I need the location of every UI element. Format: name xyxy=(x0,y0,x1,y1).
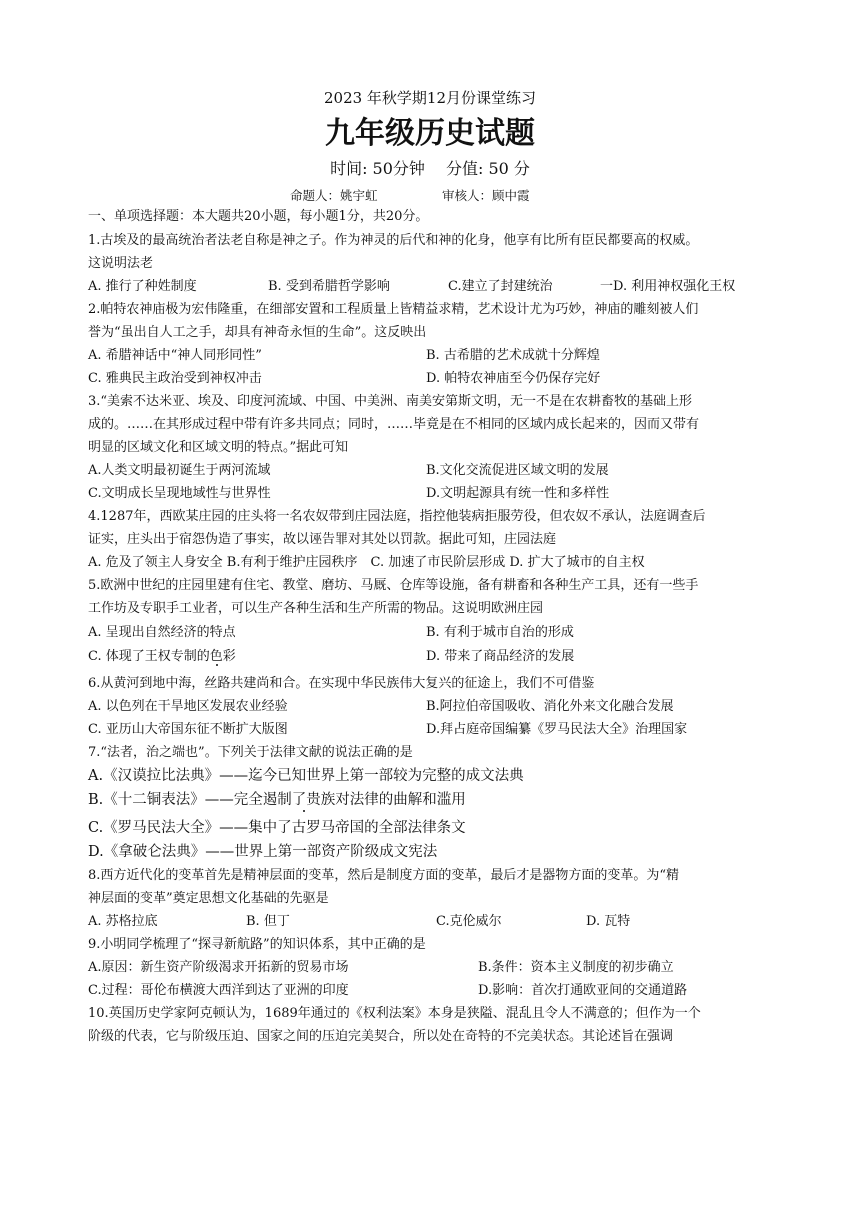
q7-stem-line1: 7.“法者，治之端也”。下列关于法律文献的说法正确的是 xyxy=(88,745,413,760)
q3-stem-line2: 成的。……在其形成过程中带有许多共同点；同时，……毕竟是在不相同的区域内成长起来的，因而又带有 xyxy=(88,417,700,432)
exam-term: 2023 年秋学期12月份课堂练习 xyxy=(323,89,537,107)
q3-option-b: B.文化交流促进区域文明的发展 xyxy=(426,463,609,478)
q8-option-d: D. 瓦特 xyxy=(586,914,631,929)
q2-option-c: C. 雅典民主政治受到神权冲击 xyxy=(88,371,262,386)
q4-stem-line1: 4.1287年，西欧某庄园的庄头将一名农奴带到庄园法庭，指控他装病拒服劳役，但农奴不承认，法庭调查后 xyxy=(88,509,706,524)
exam-time-info: 时间: 50分钟 分值: 50 分 xyxy=(330,159,530,178)
q6-option-c: C. 亚历山大帝国东征不断扩大版图 xyxy=(88,722,288,737)
q1-option-c: C.建立了封建统治 xyxy=(448,279,553,294)
q1-option-d: 一D. 利用神权强化王权 xyxy=(600,279,736,294)
q7-option-a: A.《汉谟拉比法典》——迄今已知世界上第一部较为完整的成文法典 xyxy=(88,768,524,784)
q5-option-a: A. 呈现出自然经济的特点 xyxy=(88,625,236,640)
exam-reviewer: 审核人：顾中霞 xyxy=(442,188,530,203)
q9-stem-line1: 9.小明同学梳理了“探寻新航路”的知识体系，其中正确的是 xyxy=(88,937,426,952)
q3-option-c: C.文明成长呈现地域性与世界性 xyxy=(88,486,271,501)
q9-option-a: A.原因：新生资产阶级渴求开拓新的贸易市场 xyxy=(88,960,349,975)
q5-option-b: B. 有利于城市自治的形成 xyxy=(426,625,574,640)
q10-stem-line1: 10.英国历史学家阿克顿认为，1689年通过的《权利法案》本身是狭隘、混乱且令人不满意的；但作为一个 xyxy=(88,1006,701,1021)
q8-stem-line2: 神层面的变革”奠定思想文化基础的先驱是 xyxy=(88,891,329,906)
exam-setter: 命题人：姚宇虹 xyxy=(290,188,378,203)
q6-option-b: B.阿拉伯帝国吸收、消化外来文化融合发展 xyxy=(426,699,674,714)
q9-option-b: B.条件：资本主义制度的初步确立 xyxy=(478,960,674,975)
q2-option-d: D. 帕特农神庙至今仍保存完好 xyxy=(426,371,601,386)
exam-title: 九年级历史试题 xyxy=(325,116,535,151)
q1-stem-line1: 1.古埃及的最高统治者法老自称是神之子。作为神灵的后代和神的化身，他享有比所有臣民都要高的权威。 xyxy=(88,233,699,248)
q5-option-d: D. 带来了商品经济的发展 xyxy=(426,649,575,664)
q7-option-d: D.《拿破仑法典》——世界上第一部资产阶级成文宪法 xyxy=(88,844,438,860)
q5-stem-line1: 5.欧洲中世纪的庄园里建有住宅、教堂、磨坊、马厩、仓库等设施，备有耕畜和各种生产工具，还有一些手 xyxy=(88,578,699,593)
q10-stem-line2: 阶级的代表，它与阶级压迫、国家之间的压迫完美契合，所以处在奇特的不完美状态。其论述旨在强调 xyxy=(88,1029,674,1044)
q8-stem-line1: 8.西方近代化的变革首先是精神层面的变革，然后是制度方面的变革，最后才是器物方面的变革。为“精 xyxy=(88,868,680,883)
q9-option-d: D.影响：首次打通欧亚间的交通道路 xyxy=(478,983,688,998)
q2-stem-line1: 2.帕特农神庙极为宏伟隆重，在细部安置和工程质量上皆精益求精，艺术设计尤为巧妙，神庙的雕刻被人们 xyxy=(88,302,699,317)
emphasis-dot xyxy=(216,664,218,666)
q3-stem-line3: 明显的区域文化和区域文明的特点。”据此可知 xyxy=(88,440,349,455)
q4-options: A. 危及了领主人身安全 B.有利于维护庄园秩序 C. 加速了市民阶层形成 D. 扩大了城市的自主权 xyxy=(88,555,645,570)
emphasis-dot xyxy=(303,810,305,812)
section-heading: 一、单项选择题：本大题共20小题，每小题1分，共20分。 xyxy=(88,209,429,224)
q8-option-c: C.克伦威尔 xyxy=(436,914,502,929)
q6-option-a: A. 以色列在干旱地区发展农业经验 xyxy=(88,699,288,714)
q2-option-a: A. 希腊神话中“神人同形同性” xyxy=(88,348,262,363)
q7-option-b: B.《十二铜表法》——完全遏制了贵族对法律的曲解和滥用 xyxy=(88,792,466,808)
q2-stem-line2: 誉为“虽出自人工之手，却具有神奇永恒的生命”。这反映出 xyxy=(88,325,427,340)
q1-stem-line2: 这说明法老 xyxy=(88,256,154,271)
q4-stem-line2: 证实，庄头出于宿怨伪造了事实，故以诬告罪对其处以罚款。据此可知，庄园法庭 xyxy=(88,532,557,547)
q1-option-a: A. 推行了种姓制度 xyxy=(88,279,197,294)
q5-option-c: C. 体现了王权专制的色彩 xyxy=(88,649,236,664)
q1-option-b: B. 受到希腊哲学影响 xyxy=(268,279,390,294)
q3-option-a: A.人类文明最初诞生于两河流域 xyxy=(88,463,271,478)
q5-stem-line2: 工作坊及专职手工业者，可以生产各种生活和生产所需的物品。这说明欧洲庄园 xyxy=(88,601,544,616)
q8-option-b: B. 但丁 xyxy=(246,914,290,929)
q3-stem-line1: 3.“美索不达米亚、埃及、印度河流域、中国、中美洲、南美安第斯文明，无一不是在农耕畜牧的基础上形 xyxy=(88,394,693,409)
q8-option-a: A. 苏格拉底 xyxy=(88,914,158,929)
q7-option-c: C.《罗马民法大全》——集中了古罗马帝国的全部法律条文 xyxy=(88,820,466,836)
q2-option-b: B. 古希腊的艺术成就十分辉煌 xyxy=(426,348,600,363)
q9-option-c: C.过程：哥伦布横渡大西洋到达了亚洲的印度 xyxy=(88,983,349,998)
q6-option-d: D.拜占庭帝国编纂《罗马民法大全》治理国家 xyxy=(426,722,688,737)
q6-stem-line1: 6.从黄河到地中海，丝路共建尚和合。在实现中华民族伟大复兴的征途上，我们不可借鉴 xyxy=(88,676,595,691)
q3-option-d: D.文明起源具有统一性和多样性 xyxy=(426,486,610,501)
